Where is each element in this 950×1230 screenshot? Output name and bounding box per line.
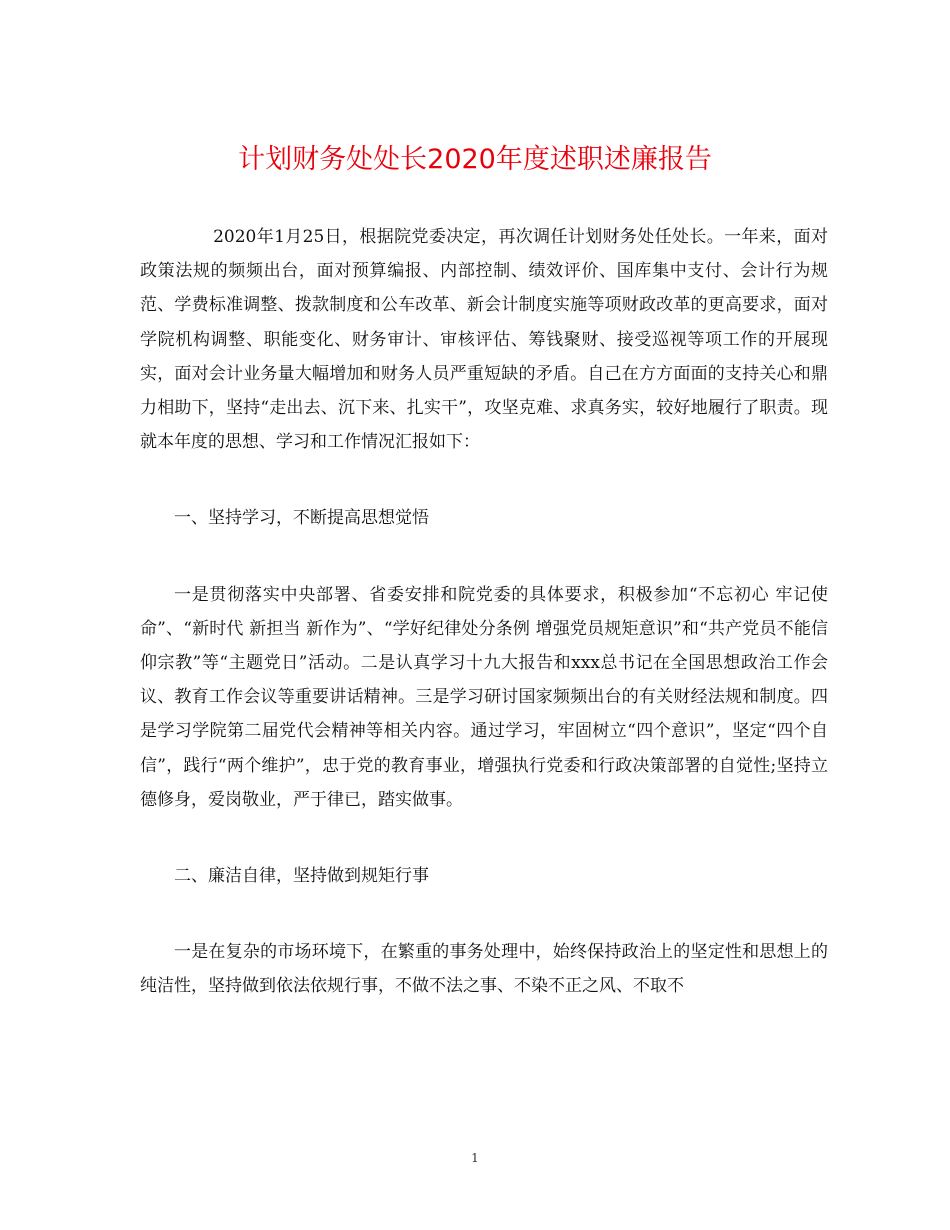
- paragraph-gap: [140, 817, 828, 859]
- section-heading-1: 一、坚持学习，不断提高思想觉悟: [174, 508, 429, 529]
- intro-paragraph: 2020年1月25日，根据院党委决定，再次调任计划财务处任处长。一年来，面对政策法规的频频出台，面对预算编报、内部控制、绩效评价、国库集中支付、会计行为规范、学费标准调整、拨款制度和公车改革、新会计制度实施等项财政改革的更高要求，面对学院机构调整、职能变化、财务审计、审核评估、筹钱聚财、接受巡视等项工作的开展现实，面对会计业务量大幅增加和财务人员严重短缺的矛盾。自己在方方面面的支持关心和鼎力相助下，坚持“走出去、沉下来、扎实干”，攻坚克难、求真务实，较好地履行了职责。现就本年度的思想、学习和工作情况汇报如下：: [140, 227, 828, 453]
- page-number: 1: [471, 1151, 479, 1165]
- document-body: [140, 220, 828, 1004]
- paragraph-gap: [140, 459, 828, 501]
- section-heading-2: 二、廉洁自律，坚持做到规矩行事: [174, 866, 429, 887]
- section-1-paragraph: 一是贯彻落实中央部署、省委安排和院党委的具体要求，积极参加“不忘初心 牢记使命”、“新时代 新担当 新作为”、“学好纪律处分条例 增强党员规矩意识”和“共产党员不能信仰宗教”等“主题党日”活动。二是认真学习十九大报告和xxx总书记在全国思想政治工作会议、教育工作会议等重要讲话精神。三是学习研讨国家频频出台的有关财经法规和制度。四是学习学院第二届党代会精神等相关内容。通过学习，牢固树立“四个意识”，坚定“四个自信”，践行“两个维护”，忠于党的教育事业，增强执行党委和行政决策部署的自觉性;坚持立德修身，爱岗敬业，严于律已，踏实做事。: [140, 584, 828, 810]
- document-title: 计划财务处处长2020年度述职述廉报告: [238, 144, 712, 175]
- section-2-paragraph: 一是在复杂的市场环境下，在繁重的事务处理中，始终保持政治上的坚定性和思想上的纯洁性，坚持做到依法依规行事，不做不法之事、不染不正之风、不取不: [140, 942, 828, 997]
- paragraph-gap: [140, 893, 828, 935]
- paragraph-gap: [140, 536, 828, 578]
